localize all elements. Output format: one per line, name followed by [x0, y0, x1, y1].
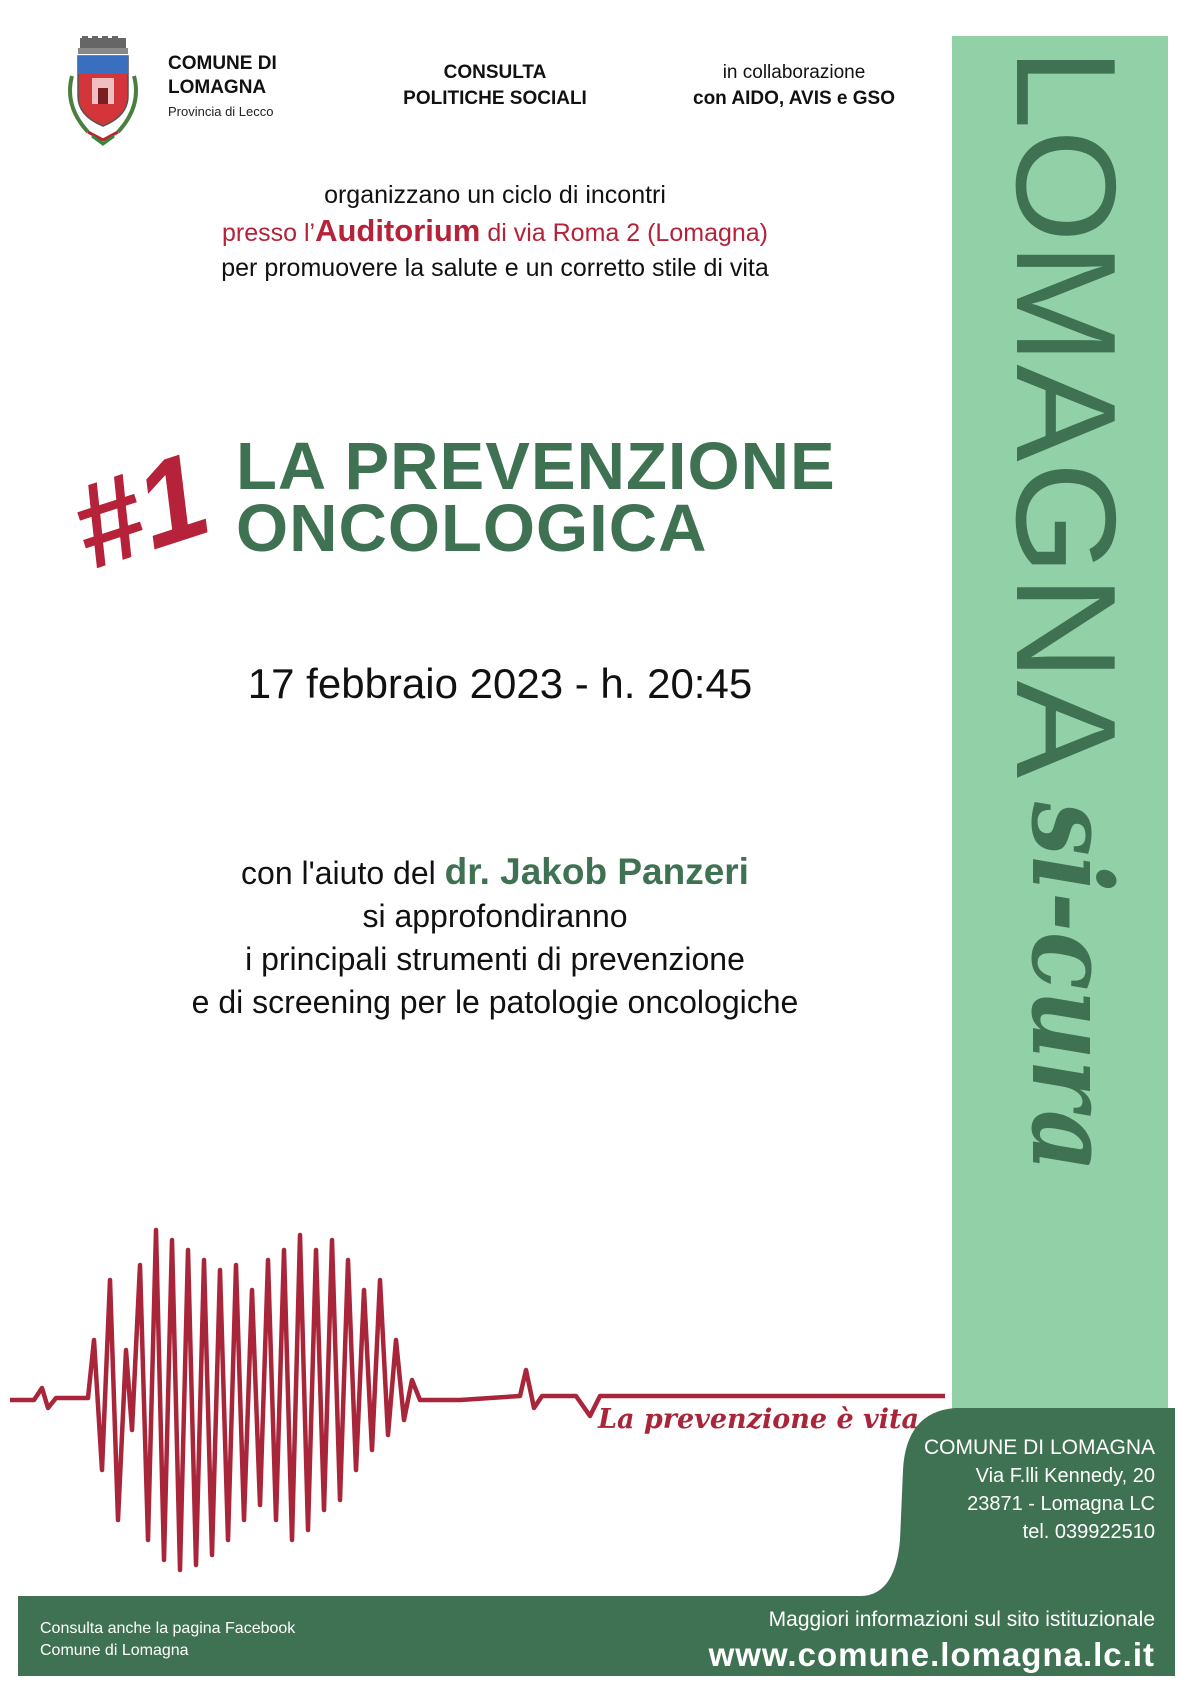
doctor-name: dr. Jakob Panzeri — [444, 851, 749, 892]
event-date: 17 febbraio 2023 - h. 20:45 — [247, 660, 753, 707]
intro-line1: organizzano un ciclo di incontri — [324, 181, 666, 209]
intro-line3: per promuovere la salute e un corretto stile di vita — [221, 254, 769, 282]
description-line4: e di screening per le patologie oncologiche — [191, 984, 799, 1020]
collab-line1: in collaborazione — [722, 62, 866, 83]
address-street: Via F.lli Kennedy, 20 — [975, 1465, 1155, 1487]
consulta-line1: CONSULTA — [443, 62, 547, 83]
consulta-line2: POLITICHE SOCIALI — [403, 88, 587, 109]
address-city: 23871 - Lomagna LC — [967, 1493, 1155, 1515]
description-line1-pre: con l'aiuto del — [241, 855, 445, 891]
auditorium-label: Auditorium — [315, 213, 481, 248]
collab-line2: con AIDO, AVIS e GSO — [693, 88, 895, 109]
comune-title-line2: LOMAGNA — [168, 77, 267, 98]
footer-fb-line2: Comune di Lomagna — [40, 1642, 189, 1659]
comune-province: Provincia di Lecco — [168, 104, 274, 119]
footer-info — [690, 1608, 1155, 1674]
side-title-main: LOMAGNA — [986, 48, 1145, 759]
event-title-line2: ONCOLOGICA — [236, 491, 708, 566]
address-phone: tel. 039922510 — [1022, 1521, 1155, 1543]
footer-facebook — [40, 1618, 440, 1662]
description-line3: i principali strumenti di prevenzione — [245, 941, 745, 977]
footer-info-line: Maggiori informazioni sul sito istituzionale — [768, 1608, 1155, 1631]
address-name: COMUNE DI LOMAGNA — [923, 1436, 1155, 1459]
footer-fb-line1: Consulta anche la pagina Facebook — [40, 1620, 296, 1637]
footer-url-link[interactable]: www.comune.lomagna.lc.it — [708, 1636, 1155, 1673]
event-title-line1: LA PREVENZIONE — [236, 429, 836, 504]
intro-line2-post: di via Roma 2 (Lomagna) — [480, 219, 769, 247]
intro-line2-pre: presso l’ — [221, 219, 316, 247]
description-line2: si approfondiranno — [362, 898, 628, 934]
slogan: La prevenzione è vita — [598, 1404, 919, 1435]
event-number-text: #1 — [55, 426, 225, 596]
address-block — [900, 1434, 1155, 1546]
comune-title-line1: COMUNE DI — [168, 53, 277, 74]
side-title-script: si-cura — [1007, 802, 1136, 1228]
